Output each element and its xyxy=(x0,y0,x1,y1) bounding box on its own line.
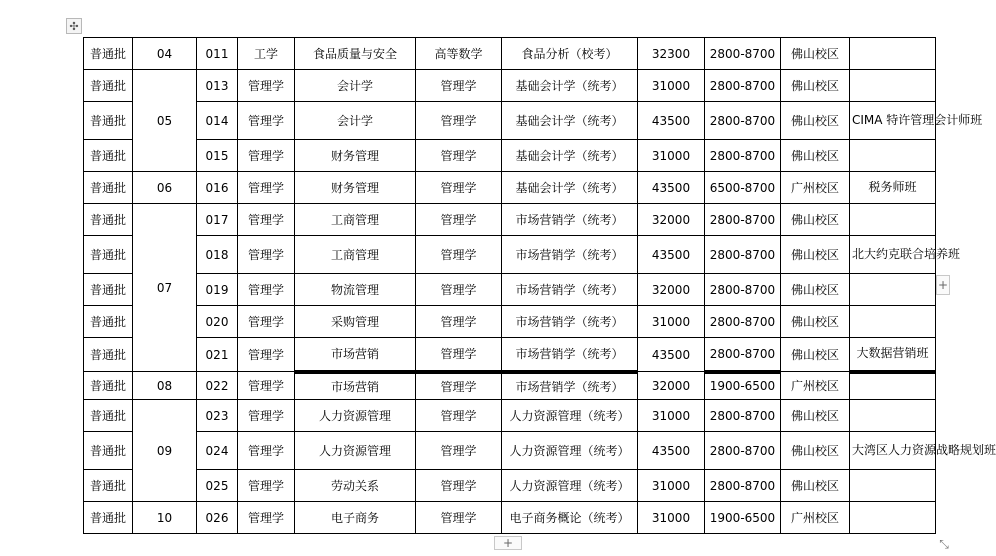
note-cell xyxy=(850,204,936,236)
note-cell xyxy=(850,502,936,534)
batch-cell: 普通批 xyxy=(84,470,133,502)
batch-cell: 普通批 xyxy=(84,400,133,432)
note-cell: 北大约克联合培养班 xyxy=(850,236,936,274)
campus-cell: 佛山校区 xyxy=(781,470,850,502)
fee-cell: 2800-8700 xyxy=(705,70,781,102)
quota-cell: 31000 xyxy=(638,306,705,338)
batch-cell: 普通批 xyxy=(84,38,133,70)
code-cell: 011 xyxy=(197,38,238,70)
major-cell: 会计学 xyxy=(295,102,416,140)
quota-cell: 43500 xyxy=(638,236,705,274)
note-cell xyxy=(850,400,936,432)
subject1-cell: 管理学 xyxy=(416,470,502,502)
discipline-cell: 管理学 xyxy=(238,432,295,470)
fee-cell: 1900-6500 xyxy=(705,502,781,534)
fee-cell: 1900-6500 xyxy=(705,372,781,400)
table-resize-icon[interactable]: ⤡ xyxy=(939,536,949,551)
table-row xyxy=(84,236,936,274)
fee-cell: 2800-8700 xyxy=(705,306,781,338)
note-cell xyxy=(850,274,936,306)
campus-cell: 佛山校区 xyxy=(781,400,850,432)
major-cell: 会计学 xyxy=(295,70,416,102)
fee-cell: 2800-8700 xyxy=(705,38,781,70)
discipline-cell: 管理学 xyxy=(238,172,295,204)
subject2-cell: 基础会计学（统考） xyxy=(502,102,638,140)
campus-cell: 佛山校区 xyxy=(781,102,850,140)
subject1-cell: 管理学 xyxy=(416,204,502,236)
batch-cell: 普通批 xyxy=(84,204,133,236)
quota-cell: 32300 xyxy=(638,38,705,70)
major-cell: 食品质量与安全 xyxy=(295,38,416,70)
major-cell: 电子商务 xyxy=(295,502,416,534)
table-row xyxy=(84,502,936,534)
fee-cell: 2800-8700 xyxy=(705,140,781,172)
subject2-cell: 基础会计学（统考） xyxy=(502,172,638,204)
quota-cell: 32000 xyxy=(638,372,705,400)
table-row xyxy=(84,204,936,236)
note-cell xyxy=(850,140,936,172)
code-cell: 013 xyxy=(197,70,238,102)
batch-cell: 普通批 xyxy=(84,338,133,372)
table-row xyxy=(84,274,936,306)
fee-cell: 6500-8700 xyxy=(705,172,781,204)
major-cell: 工商管理 xyxy=(295,204,416,236)
subject2-cell: 市场营销学（统考） xyxy=(502,274,638,306)
note-cell: CIMA 特许管理会计师班 xyxy=(850,102,936,140)
table-move-handle-icon[interactable]: ✣ xyxy=(66,18,82,34)
code-cell: 014 xyxy=(197,102,238,140)
table-row xyxy=(84,38,936,70)
group-cell: 08 xyxy=(133,372,197,400)
fee-cell: 2800-8700 xyxy=(705,338,781,372)
discipline-cell: 管理学 xyxy=(238,338,295,372)
discipline-cell: 管理学 xyxy=(238,140,295,172)
add-column-icon[interactable]: + xyxy=(936,275,950,295)
table-row xyxy=(84,432,936,470)
subject2-cell: 电子商务概论（统考） xyxy=(502,502,638,534)
subject1-cell: 管理学 xyxy=(416,172,502,204)
subject1-cell: 管理学 xyxy=(416,274,502,306)
note-cell: 税务师班 xyxy=(850,172,936,204)
note-cell: 大数据营销班 xyxy=(850,338,936,372)
table-row xyxy=(84,172,936,204)
fee-cell: 2800-8700 xyxy=(705,274,781,306)
code-cell: 025 xyxy=(197,470,238,502)
campus-cell: 佛山校区 xyxy=(781,432,850,470)
table-row xyxy=(84,372,936,400)
campus-cell: 佛山校区 xyxy=(781,38,850,70)
code-cell: 026 xyxy=(197,502,238,534)
quota-cell: 31000 xyxy=(638,140,705,172)
discipline-cell: 管理学 xyxy=(238,502,295,534)
campus-cell: 广州校区 xyxy=(781,502,850,534)
subject2-cell: 人力资源管理（统考） xyxy=(502,470,638,502)
campus-cell: 佛山校区 xyxy=(781,306,850,338)
subject2-cell: 人力资源管理（统考） xyxy=(502,400,638,432)
subject1-cell: 管理学 xyxy=(416,306,502,338)
fee-cell: 2800-8700 xyxy=(705,204,781,236)
code-cell: 019 xyxy=(197,274,238,306)
add-row-icon[interactable]: + xyxy=(494,536,522,550)
quota-cell: 31000 xyxy=(638,470,705,502)
quota-cell: 32000 xyxy=(638,204,705,236)
campus-cell: 广州校区 xyxy=(781,172,850,204)
batch-cell: 普通批 xyxy=(84,502,133,534)
campus-cell: 广州校区 xyxy=(781,372,850,400)
code-cell: 022 xyxy=(197,372,238,400)
subject2-cell: 人力资源管理（统考） xyxy=(502,432,638,470)
subject2-cell: 市场营销学（统考） xyxy=(502,338,638,372)
discipline-cell: 管理学 xyxy=(238,102,295,140)
batch-cell: 普通批 xyxy=(84,172,133,204)
subject1-cell: 管理学 xyxy=(416,432,502,470)
code-cell: 018 xyxy=(197,236,238,274)
discipline-cell: 管理学 xyxy=(238,236,295,274)
discipline-cell: 管理学 xyxy=(238,306,295,338)
subject2-cell: 基础会计学（统考） xyxy=(502,140,638,172)
major-cell: 人力资源管理 xyxy=(295,432,416,470)
subject1-cell: 管理学 xyxy=(416,372,502,400)
campus-cell: 佛山校区 xyxy=(781,274,850,306)
code-cell: 017 xyxy=(197,204,238,236)
code-cell: 020 xyxy=(197,306,238,338)
subject1-cell: 管理学 xyxy=(416,236,502,274)
admission-plan-table xyxy=(83,37,996,534)
major-cell: 劳动关系 xyxy=(295,470,416,502)
campus-cell: 佛山校区 xyxy=(781,236,850,274)
major-cell: 物流管理 xyxy=(295,274,416,306)
batch-cell: 普通批 xyxy=(84,274,133,306)
note-cell xyxy=(850,372,936,400)
batch-cell: 普通批 xyxy=(84,102,133,140)
note-cell xyxy=(850,306,936,338)
table-row xyxy=(84,338,936,372)
quota-cell: 43500 xyxy=(638,102,705,140)
code-cell: 023 xyxy=(197,400,238,432)
batch-cell: 普通批 xyxy=(84,432,133,470)
group-cell: 05 xyxy=(133,70,197,172)
quota-cell: 31000 xyxy=(638,502,705,534)
group-cell: 04 xyxy=(133,38,197,70)
subject1-cell: 高等数学 xyxy=(416,38,502,70)
quota-cell: 43500 xyxy=(638,432,705,470)
subject1-cell: 管理学 xyxy=(416,400,502,432)
group-cell: 09 xyxy=(133,400,197,502)
note-cell xyxy=(850,470,936,502)
discipline-cell: 管理学 xyxy=(238,400,295,432)
batch-cell: 普通批 xyxy=(84,140,133,172)
subject2-cell: 市场营销学（统考） xyxy=(502,236,638,274)
quota-cell: 43500 xyxy=(638,338,705,372)
table-row xyxy=(84,102,936,140)
major-cell: 人力资源管理 xyxy=(295,400,416,432)
code-cell: 024 xyxy=(197,432,238,470)
campus-cell: 佛山校区 xyxy=(781,338,850,372)
subject1-cell: 管理学 xyxy=(416,70,502,102)
major-cell: 工商管理 xyxy=(295,236,416,274)
major-cell: 市场营销 xyxy=(295,372,416,400)
fee-cell: 2800-8700 xyxy=(705,400,781,432)
discipline-cell: 管理学 xyxy=(238,70,295,102)
major-cell: 财务管理 xyxy=(295,172,416,204)
subject2-cell: 市场营销学（统考） xyxy=(502,306,638,338)
major-cell: 市场营销 xyxy=(295,338,416,372)
discipline-cell: 工学 xyxy=(238,38,295,70)
fee-cell: 2800-8700 xyxy=(705,236,781,274)
campus-cell: 佛山校区 xyxy=(781,140,850,172)
batch-cell: 普通批 xyxy=(84,236,133,274)
campus-cell: 佛山校区 xyxy=(781,70,850,102)
table-row xyxy=(84,470,936,502)
group-cell: 06 xyxy=(133,172,197,204)
batch-cell: 普通批 xyxy=(84,70,133,102)
subject1-cell: 管理学 xyxy=(416,338,502,372)
subject2-cell: 市场营销学（统考） xyxy=(502,372,638,400)
code-cell: 015 xyxy=(197,140,238,172)
subject2-cell: 基础会计学（统考） xyxy=(502,70,638,102)
fee-cell: 2800-8700 xyxy=(705,102,781,140)
table-row xyxy=(84,140,936,172)
table-row xyxy=(84,70,936,102)
subject1-cell: 管理学 xyxy=(416,102,502,140)
batch-cell: 普通批 xyxy=(84,372,133,400)
note-cell: 大湾区人力资源战略规划班 xyxy=(850,432,936,470)
note-cell xyxy=(850,38,936,70)
major-cell: 财务管理 xyxy=(295,140,416,172)
fee-cell: 2800-8700 xyxy=(705,432,781,470)
table-row xyxy=(84,306,936,338)
major-cell: 采购管理 xyxy=(295,306,416,338)
batch-cell: 普通批 xyxy=(84,306,133,338)
code-cell: 016 xyxy=(197,172,238,204)
campus-cell: 佛山校区 xyxy=(781,204,850,236)
quota-cell: 31000 xyxy=(638,400,705,432)
group-cell: 10 xyxy=(133,502,197,534)
table-row xyxy=(84,400,936,432)
note-cell xyxy=(850,70,936,102)
discipline-cell: 管理学 xyxy=(238,470,295,502)
subject1-cell: 管理学 xyxy=(416,502,502,534)
discipline-cell: 管理学 xyxy=(238,372,295,400)
quota-cell: 43500 xyxy=(638,172,705,204)
subject2-cell: 食品分析（校考） xyxy=(502,38,638,70)
quota-cell: 32000 xyxy=(638,274,705,306)
discipline-cell: 管理学 xyxy=(238,204,295,236)
subject1-cell: 管理学 xyxy=(416,140,502,172)
fee-cell: 2800-8700 xyxy=(705,470,781,502)
code-cell: 021 xyxy=(197,338,238,372)
quota-cell: 31000 xyxy=(638,70,705,102)
group-cell: 07 xyxy=(133,204,197,372)
subject2-cell: 市场营销学（统考） xyxy=(502,204,638,236)
discipline-cell: 管理学 xyxy=(238,274,295,306)
